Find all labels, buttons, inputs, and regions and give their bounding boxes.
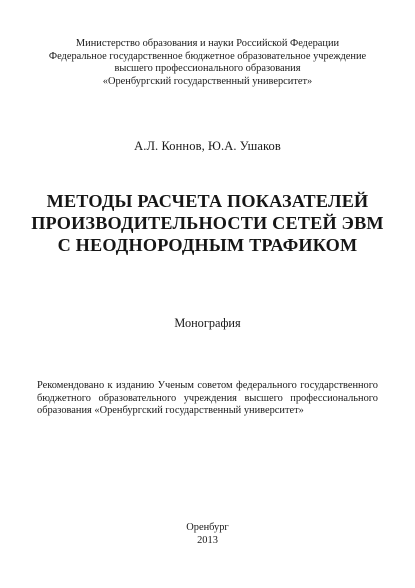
rec-word: федерального: [235, 380, 297, 391]
title-line-2: ПРОИЗВОДИТЕЛЬНОСТИ СЕТЕЙ ЭВМ: [31, 213, 384, 233]
title-line-1: МЕТОДЫ РАСЧЕТА ПОКАЗАТЕЛЕЙ: [46, 191, 369, 211]
rec-word: Рекомендовано: [37, 380, 105, 391]
recommendation-text: [37, 380, 378, 418]
authors: А.Л. Коннов, Ю.А. Ушаков: [134, 139, 281, 153]
recommendation-line-3: образования «Оренбургский государственный университет»: [37, 405, 304, 417]
institution-type-line: Федеральное государственное бюджетное образовательное учреждение: [48, 50, 367, 62]
imprint: [0, 522, 415, 547]
rec-word: высшего: [244, 392, 283, 404]
genre-label: Монография: [174, 316, 241, 330]
rec-word: изданию: [115, 380, 155, 391]
rec-word: профессионального: [290, 392, 378, 404]
recommendation-line-1: [37, 380, 378, 393]
rec-word: к: [107, 380, 113, 391]
publisher-header: [0, 38, 415, 88]
rec-word: Ученым: [157, 380, 194, 391]
university-name-line: «Оренбургский государственный университет»: [102, 75, 313, 87]
rec-word: бюджетного: [37, 392, 91, 404]
rec-word: образовательного: [98, 392, 177, 404]
education-level-line: высшего профессионального образования: [114, 63, 301, 75]
year: 2013: [197, 534, 218, 546]
rec-word: государственного: [300, 380, 378, 391]
ministry-line: Министерство образования и науки Российской Федерации: [75, 38, 340, 49]
title-line-3: С НЕОДНОРОДНЫМ ТРАФИКОМ: [57, 235, 358, 255]
book-title: [0, 190, 415, 256]
city: Оренбург: [186, 522, 229, 533]
recommendation-line-2: [37, 393, 378, 406]
rec-word: учреждения: [183, 392, 237, 404]
rec-word: советом: [197, 380, 233, 391]
